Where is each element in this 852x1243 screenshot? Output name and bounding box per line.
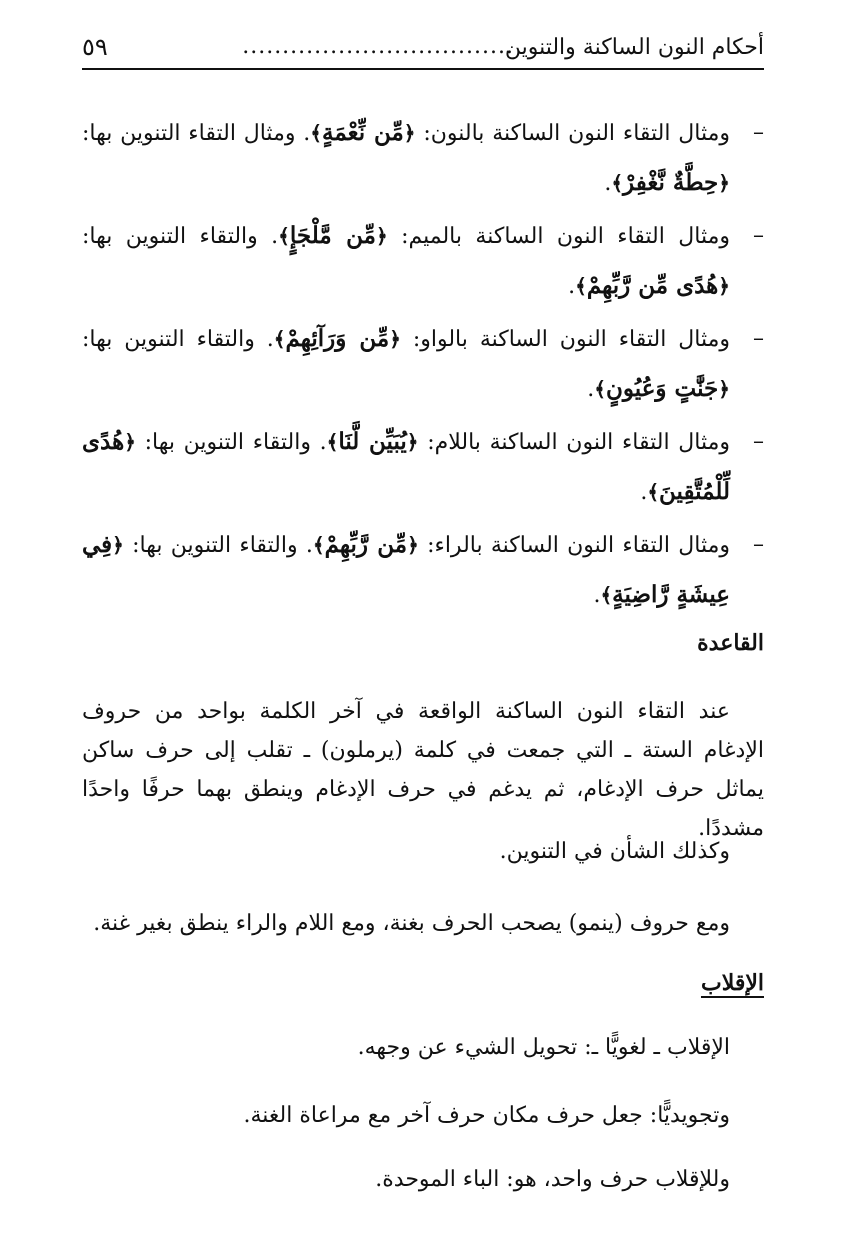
quran-ayah-tanween: جَنَّٰتٍ وَعُيُونٍ bbox=[605, 375, 719, 402]
quran-ayah-tanween: فِي عِيشَةٍ رَّاضِيَةٍ bbox=[82, 531, 730, 608]
list-dash: – bbox=[753, 532, 764, 557]
list-dash: – bbox=[753, 429, 764, 454]
example-end: . bbox=[593, 583, 601, 608]
list-dash: – bbox=[753, 120, 764, 145]
ornate-bracket-open: ﴿ bbox=[124, 430, 136, 454]
example-item-noon bbox=[82, 108, 764, 208]
ornate-bracket-open: ﴿ bbox=[718, 274, 730, 298]
example-intro: ومثال التقاء النون الساكنة باللام: bbox=[427, 430, 731, 455]
header-leader-dots: .................................. bbox=[242, 34, 514, 59]
ornate-bracket-open: ﴿ bbox=[718, 171, 730, 195]
iqlab-tajweed-definition: وتجويديًّا: جعل حرف مكان حرف آخر مع مراعاة الغنة. bbox=[243, 1103, 730, 1128]
list-dash: – bbox=[753, 223, 764, 248]
ornate-bracket-close: ﴾ bbox=[273, 327, 286, 351]
ornate-bracket-open: ﴿ bbox=[375, 224, 388, 248]
example-intro: ومثال التقاء النون الساكنة بالراء: bbox=[427, 533, 730, 558]
quran-ayah-noon: مِّن نِّعْمَةٍ bbox=[322, 119, 404, 146]
ornate-bracket-close: ﴾ bbox=[594, 377, 606, 401]
iqlab-heading: الإقلاب bbox=[700, 970, 764, 996]
ornate-bracket-close: ﴾ bbox=[312, 533, 325, 557]
rule-paragraph: عند التقاء النون الساكنة الواقعة في آخر الكلمة بواحد من حروف الإدغام الستة ـ التي جمعت في كلمة (يرملون) ـ تقلب إلى حرف ساكن يماثل حرف الإدغام، ثم يدغم في حرف الإدغام وينطق بهما حرفًا واحدًا مشددًا. bbox=[82, 699, 764, 841]
ghunnah-note: ومع حروف (ينمو) يصحب الحرف بغنة، ومع اللام والراء ينطق بغير غنة. bbox=[93, 911, 730, 936]
iqlab-letter: وللإقلاب حرف واحد، هو: الباء الموحدة. bbox=[375, 1167, 730, 1192]
ornate-bracket-close: ﴾ bbox=[575, 274, 587, 298]
quran-ayah-noon: مِّن وَرَآئِهِمْ bbox=[285, 325, 390, 352]
quran-ayah-tanween: هُدًى مِّن رَّبِّهِمْ bbox=[586, 272, 719, 299]
ornate-bracket-open: ﴿ bbox=[389, 327, 401, 351]
ornate-bracket-open: ﴿ bbox=[407, 533, 419, 557]
ornate-bracket-open: ﴿ bbox=[406, 430, 419, 454]
example-end: . bbox=[604, 171, 612, 196]
ornate-bracket-close: ﴾ bbox=[611, 171, 624, 195]
quran-ayah-noon: يُبَيِّن لَّنَا bbox=[338, 428, 407, 455]
ornate-bracket-close: ﴾ bbox=[278, 224, 290, 248]
example-mid: . والتقاء التنوين بها: bbox=[82, 327, 274, 352]
ornate-bracket-open: ﴿ bbox=[112, 533, 124, 557]
example-intro: ومثال التقاء النون الساكنة بالميم: bbox=[401, 224, 731, 249]
ornate-bracket-close: ﴾ bbox=[326, 430, 339, 454]
quran-ayah-noon: مِّن مَّلْجَإٍ bbox=[289, 222, 376, 249]
iqlab-linguistic-definition: الإقلاب ـ لغويًّا ـ: تحويل الشيء عن وجهه. bbox=[357, 1035, 730, 1060]
rule-heading: القاعدة bbox=[697, 630, 764, 656]
running-header bbox=[82, 28, 764, 70]
quran-ayah-tanween: هُدًى لِّلْمُتَّقِينَ bbox=[82, 428, 730, 505]
ornate-bracket-open: ﴿ bbox=[718, 377, 730, 401]
example-mid: . ومثال التقاء التنوين بها: bbox=[82, 121, 311, 146]
example-mid: . والتقاء التنوين بها: bbox=[144, 430, 327, 455]
example-item-meem bbox=[82, 211, 764, 311]
example-end: . bbox=[587, 377, 595, 402]
example-end: . bbox=[640, 480, 648, 505]
page-body bbox=[82, 108, 764, 1192]
quran-ayah-tanween: حِطَّةٌ نَّغْفِرْ bbox=[623, 169, 719, 196]
quran-ayah-noon: مِّن رَّبِّهِمْ bbox=[324, 531, 408, 558]
page-number: ٥٩ bbox=[82, 33, 108, 61]
ornate-bracket-open: ﴿ bbox=[403, 121, 416, 145]
example-mid: . والتقاء التنوين بها: bbox=[132, 533, 313, 558]
tanween-note: وكذلك الشأن في التنوين. bbox=[499, 839, 730, 864]
example-item-lam bbox=[82, 417, 764, 517]
example-end: . bbox=[568, 274, 576, 299]
chapter-title: أحكام النون الساكنة والتنوين bbox=[504, 35, 764, 60]
ornate-bracket-close: ﴾ bbox=[310, 121, 322, 145]
example-intro: ومثال التقاء النون الساكنة بالنون: bbox=[423, 121, 731, 146]
list-dash: – bbox=[753, 326, 764, 351]
example-item-ra bbox=[82, 520, 764, 620]
example-intro: ومثال التقاء النون الساكنة بالواو: bbox=[412, 327, 731, 352]
example-item-waw bbox=[82, 314, 764, 414]
example-mid: . والتقاء التنوين بها: bbox=[82, 224, 279, 249]
ornate-bracket-close: ﴾ bbox=[647, 480, 660, 504]
ornate-bracket-close: ﴾ bbox=[600, 583, 613, 607]
idgham-examples-list bbox=[82, 108, 764, 620]
